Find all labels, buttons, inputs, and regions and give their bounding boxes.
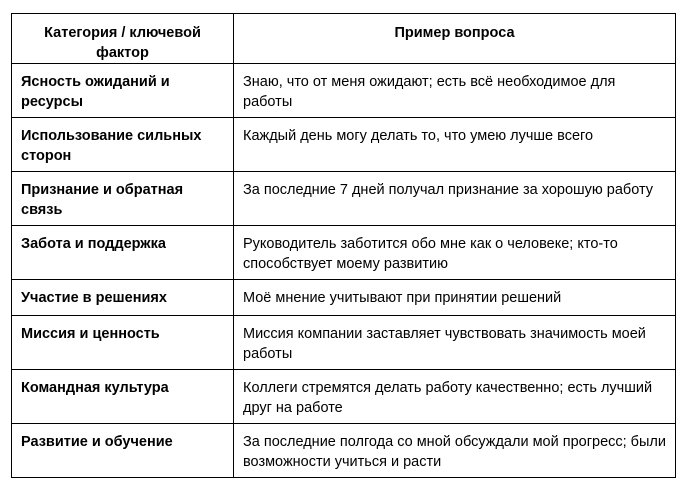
question-cell: Моё мнение учитывают при принятии решений	[234, 280, 676, 316]
question-cell: За последние 7 дней получал признание за хорошую работу	[234, 172, 676, 226]
question-cell: Миссия компании заставляет чувствовать значимость моей работы	[234, 316, 676, 370]
category-cell: Миссия и ценность	[12, 316, 234, 370]
question-cell: За последние полгода со мной обсуждали мой прогресс; были возможности учиться и расти	[234, 424, 676, 478]
table-row	[12, 424, 676, 478]
category-cell: Ясность ожиданий и ресурсы	[12, 64, 234, 118]
header-category: Категория / ключевой фактор	[12, 14, 234, 64]
table-row	[12, 280, 676, 316]
table-header-row	[12, 14, 676, 64]
table-row	[12, 370, 676, 424]
table-row	[12, 118, 676, 172]
table-row	[12, 316, 676, 370]
question-cell: Знаю, что от меня ожидают; есть всё необходимое для работы	[234, 64, 676, 118]
table-row	[12, 172, 676, 226]
question-cell: Руководитель заботится обо мне как о человеке; кто-то способствует моему развитию	[234, 226, 676, 280]
category-cell: Командная культура	[12, 370, 234, 424]
category-cell: Использование сильных сторон	[12, 118, 234, 172]
category-cell: Развитие и обучение	[12, 424, 234, 478]
category-cell: Признание и обратная связь	[12, 172, 234, 226]
question-cell: Коллеги стремятся делать работу качественно; есть лучший друг на работе	[234, 370, 676, 424]
category-cell: Участие в решениях	[12, 280, 234, 316]
table-row	[12, 226, 676, 280]
engagement-factors-table	[11, 13, 676, 478]
table-row	[12, 64, 676, 118]
header-question: Пример вопроса	[234, 14, 676, 64]
question-cell: Каждый день могу делать то, что умею лучше всего	[234, 118, 676, 172]
category-cell: Забота и поддержка	[12, 226, 234, 280]
